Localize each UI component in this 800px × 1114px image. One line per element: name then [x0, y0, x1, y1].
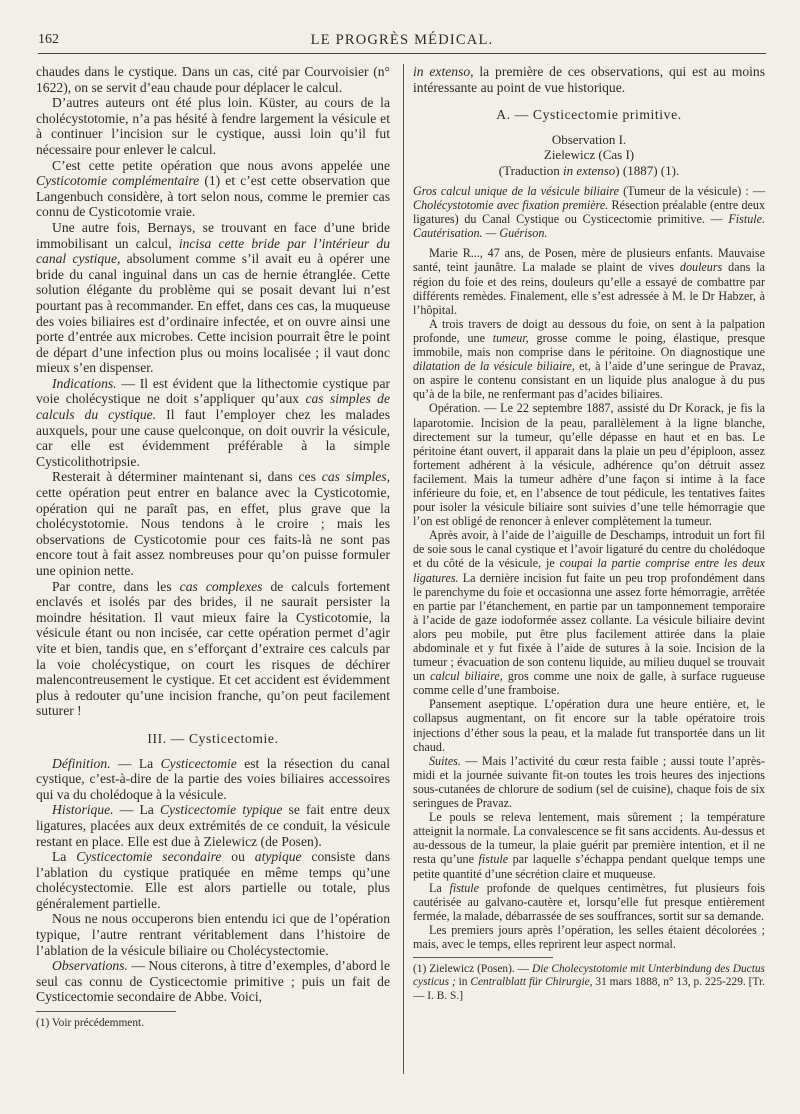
observation-source: (Traduction in extenso) (1887) (1). — [498, 162, 680, 178]
paragraph: Après avoir, à l’aide de l’aiguille de Deschamps, introduit un fort fil de soie sous le canal cystique et l’avoir ligaturé du centre du cholédoque et du côté de la vésicule, je coupai la partie comprise entre les deux ligatures. La dernière incision fut faite un peu trop profondément dans le parenchyme du foie et occasionna une assez forte hémorragie, arrêtée en partie par l’étanchement, en partie par un tamponnement temporaire à l’acide de gaze iodoformée assez collante. La vésicule biliaire devint alors peu mobile, put être plus facilement attirée dans la plaie abdominale et y fut fixée à l’aide de sutures à la soie. Incision de la tumeur ; évacuation de son contenu liquide, au milieu duquel se trouvait un calcul biliaire, gros comme une noix de galle, à surface rugueuse comme celle d’une framboise. — [413, 528, 765, 698]
paragraph: Les premiers jours après l’opération, les selles étaient décolorées ; mais, avec le temps, elles reprirent leur aspect normal. — [413, 922, 765, 951]
section-heading: III. — Cysticectomie. — [147, 730, 279, 746]
header-rule — [38, 53, 766, 54]
paragraph: Historique. — La Cysticectomie typique se fait entre deux ligatures, placées aux deux extrémités de ce conduit, la vésicule restant en place. Elle est due à Zielewicz (de Posen). — [36, 802, 391, 849]
paragraph: Suites. — Mais l’activité du cœur resta faible ; aussi toute l’après-midi et la journée suivante fit-on toutes les trois heures des injections sous-cutanées de chlorure de sodium (sel de cuisine), chaque fois de six seringues de Pravaz. — [413, 753, 765, 811]
left-column — [36, 64, 390, 1030]
paragraph: La Cysticectomie secondaire ou atypique consiste dans l’ablation du cystique pratiquée en même temps qu’une cholécystectomie. Elle est alors partielle ou totale, plus généralement partielle. — [36, 849, 390, 911]
paragraph: Une autre fois, Bernays, se trouvant en face d’une bride immobilisant un calcul, incisa cette bride par l’intérieur du canal cystique, absolument comme s’il avait eu à opérer une bride du canal inguinal dans un cas de hernie étranglée. Cette solution élégante du problème qui se posait devant lui n’est pourtant pas à recommander. En effet, dans ces cas, la muqueuse des voies biliaires est d’ordinaire infectée, et on ouvre ainsi une porte d’entrée aux microbes. Cette incision pourrait être le point de départ d’une infection plus ou moins localisée ; il vaut donc mieux s’en dispenser. — [36, 219, 391, 376]
paragraph: in extenso, la première de ces observations, qui est au moins intéressante au point de vue historique. — [413, 64, 765, 95]
paragraph: Resterait à déterminer maintenant si, dans ces cas simples, cette opération peut entrer en balance avec la Cysticotomie, opération qui ne paraît pas, en effet, plus grave que la cholécystotomie. Nous tendons à le croire ; mais les observations de Cysticotomie pour ces faits-là ne sont pas encore tout à fait assez nombreuses pour qu’on puisse formuler une opinion nette. — [36, 469, 390, 578]
paragraph: Par contre, dans les cas complexes de calculs fortement enclavés et isolés par des brides, il ne saurait persister la moindre hésitation. Il vaut mieux faire la Cysticotomie, la vésicule étant ou non incisée, car cette opération permet d’agir vite et bien, tandis que, en s’efforçant d’extraire ces calculs par la voie cholécystique, on court les risques de déchirer malencontreusement le cystique. Et cet accident est évidemment plus à redouter qu’une incision franche, qu’on peut facilement suturer ! — [36, 578, 390, 719]
footnote-rule — [36, 1011, 176, 1012]
paragraph: Définition. — La Cysticectomie est la résection du canal cystique, c’est-à-dire de la partie des voies biliaires accessoires qui va du cholédoque à la vésicule. — [36, 755, 390, 802]
page-number: 162 — [38, 32, 59, 47]
footnote: (1) Voir précédemment. — [36, 1017, 145, 1030]
paragraph: D’autres auteurs ont été plus loin. Küster, au cours de la cholécystotomie, n’a pas hésité à fendre largement la vésicule et à continuer l’incision sur le cystique, aussi loin qu’il fut nécessaire pour enlever le calcul. — [36, 95, 390, 157]
observation-summary: Gros calcul unique de la vésicule biliaire (Tumeur de la vésicule) : — Cholécystotomie avec fixation première. Résection préalable (entre deux ligatures) du Canal Cystique ou Cysticectomie primitive. — Fistule. Cautérisation. — Guérison. — [413, 184, 765, 241]
paragraph: Indications. — Il est évident que la lithectomie cystique par voie cholécystique ne doit s’appliquer qu’aux cas simples de calculs du cystique. Il faut l’employer chez les malades auxquels, pour une cause quelconque, on doit ouvrir la vésicule, car elle est évidemment préférable à la simple Cysticolithotripsie. — [36, 375, 390, 469]
section-heading: A. — Cysticectomie primitive. — [496, 107, 682, 123]
right-column — [413, 64, 765, 1003]
paragraph: Pansement aseptique. L’opération dura une heure entière, et, le collapsus augmentant, on fit encore sur la table opératoire trois injections d’éther sous la peau, et la malade fut transportée dans un lit chaud. — [413, 697, 765, 754]
paragraph: Opération. — Le 22 septembre 1887, assisté du Dr Korack, je fis la laparotomie. Incision de la peau, parallèlement à la ligne blanche, directement sur la tumeur, qu’elle dépasse en haut et en bas. Le péritoine étant ouvert, il apparait dans la plaie un peu d’épiploon, assez fortement adhérent à la vésicule, adhérence qu’on détruit assez facilement. Mais la tumeur adhère d’une façon si intime à la face inférieure du foie, et, en l’absence de tout pédicule, les tentatives faites pour isoler la vésicule biliaire sont suivies d’une telle hémorragie que l’on est obligé de renoncer à enlever complètement la tumeur. — [413, 401, 765, 529]
paragraph: Marie R..., 47 ans, de Posen, mère de plusieurs enfants. Mauvaise santé, teint jaunâtre. La malade se plaint de vives douleurs dans la région du foie et des reins, douleurs qu’elle a essayé de combattre par différents remèdes. Finalement, elle s’est adressée à M. le Dr Habzer, à l’hôpital. — [413, 246, 765, 317]
paragraph: La fistule profonde de quelques centimètres, fut plusieurs fois cautérisée au galvano-cautère et, lorsqu’elle fut presque entièrement fermée, la malade, débarrassée de ses souffrances, sortit sur sa demande. — [413, 880, 766, 923]
journal-title: LE PROGRÈS MÉDICAL. — [310, 32, 494, 48]
paragraph: chaudes dans le cystique. Dans un cas, cité par Courvoisier (n° 1622), on se servit d’eau chaude pour déplacer le calcul. — [36, 64, 390, 95]
page-header — [38, 32, 766, 52]
observation-title: Observation I. — [551, 131, 627, 147]
column-divider — [403, 64, 404, 1074]
observation-author: Zielewicz (Cas I) — [543, 147, 635, 163]
paragraph: Le pouls se releva lentement, mais sûrement ; la température atteignit la normale. La convalescence se fit sans accidents. Au-dessus et au-dessous de la tumeur, la plaie guérit par première intention, et il ne resta qu’une fistule par laquelle s’échappa pendant quelque temps une petite quantité d’une sécrétion claire et muqueuse. — [413, 810, 765, 881]
paragraph: C’est cette petite opération que nous avons appelée une Cysticotomie complémentaire (1) et c’est cette observation que Langenbuch considère, à tort selon nous, comme le premier cas connu de Cysticotomie vraie. — [36, 157, 390, 220]
paragraph: A trois travers de doigt au dessous du foie, on sent à la palpation profonde, une tumeur, grosse comme le poing, élastique, presque immobile, mais non comprise dans le péritoine. On diagnostique une dilatation de la vésicule biliaire, et, à l’aide d’une seringue de Pravaz, on aspire le contenu consistant en un liquide plus analogue à du pus qu’à de la bile, ne renfermant pas d’acides biliaires. — [413, 316, 765, 402]
footnote: (1) Zielewicz (Posen). — Die Cholecystotomie mit Unterbindung des Ductus cysticus ; in Centralblatt für Chirurgie, 31 mars 1888, n° 13, p. 225-229. [Tr. — I. B. S.] — [413, 963, 765, 1002]
footnote-rule — [413, 957, 553, 958]
paragraph: Observations. — Nous citerons, à titre d’exemples, d’abord le seul cas connu de Cysticectomie primitive ; puis un fait de Cysticectomie secondaire de Abbe. Voici, — [36, 958, 390, 1005]
paragraph: Nous ne nous occuperons bien entendu ici que de l’opération typique, l’autre rentrant véritablement dans l’histoire de l’ablation de la vésicule biliaire ou Cholécystectomie. — [36, 911, 390, 958]
